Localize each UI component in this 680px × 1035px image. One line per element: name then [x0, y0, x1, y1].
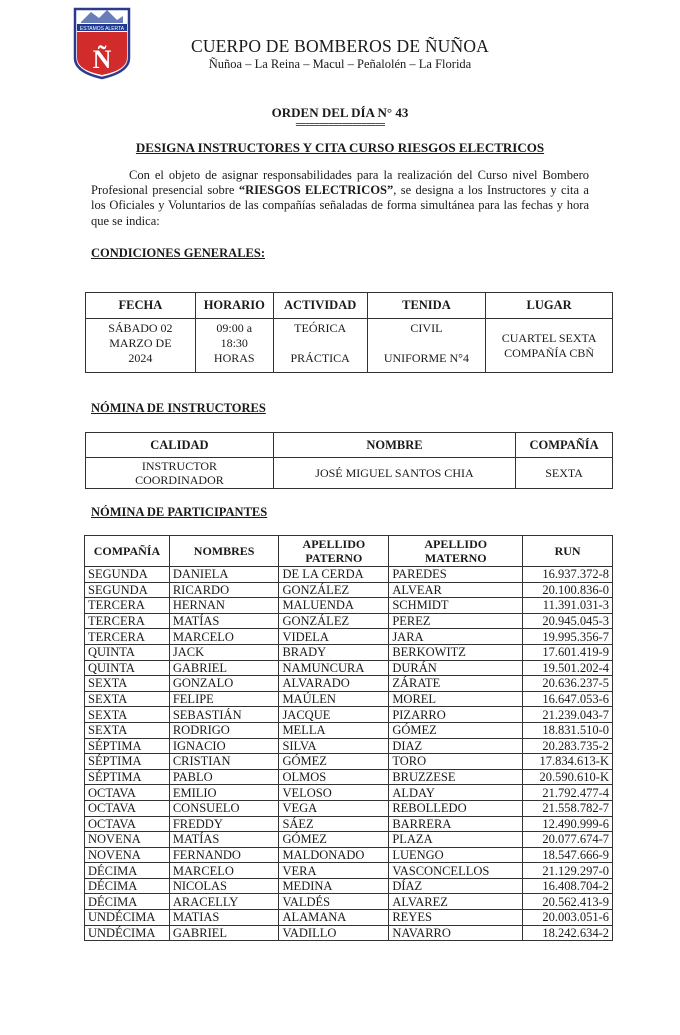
participant-row: [85, 894, 613, 910]
participant-run: 21.558.782-7: [523, 800, 613, 816]
order-title: ORDEN DEL DÍA N° 43: [271, 105, 409, 120]
header-lugar: LUGAR: [486, 293, 613, 319]
participant-nombres: JACK: [169, 644, 279, 660]
participant-apellido-paterno: VERA: [279, 863, 389, 879]
participant-run: 19.995.356-7: [523, 629, 613, 645]
participant-compania: SEGUNDA: [85, 582, 170, 598]
header-compania: COMPAÑÍA: [85, 536, 170, 567]
participant-nombres: CONSUELO: [169, 800, 279, 816]
tenida-civil: CIVIL: [410, 321, 443, 335]
participant-row: [85, 754, 613, 770]
participant-apellido-materno: MOREL: [389, 691, 523, 707]
lugar-cell: CUARTEL SEXTA COMPAÑÍA CBÑ: [486, 319, 613, 373]
participant-apellido-materno: LUENGO: [389, 847, 523, 863]
participant-apellido-materno: NAVARRO: [389, 925, 523, 941]
participant-run: 18.547.666-9: [523, 847, 613, 863]
participant-row: [85, 910, 613, 926]
participant-row: [85, 722, 613, 738]
participant-run: 20.003.051-6: [523, 910, 613, 926]
participant-run: 21.239.043-7: [523, 707, 613, 723]
participant-nombres: FELIPE: [169, 691, 279, 707]
instructor-nombre: JOSÉ MIGUEL SANTOS CHIA: [273, 458, 515, 489]
participant-row: [85, 582, 613, 598]
participant-run: 16.937.372-8: [523, 567, 613, 583]
instructor-row: [86, 458, 613, 489]
participant-row: [85, 707, 613, 723]
participant-compania: DÉCIMA: [85, 894, 170, 910]
intro-text-end: , se designa a los Instructores y cita a los Oficiales y Voluntarios de las compañías señaladas de forma simultánea para las fechas y hora que se indica:: [91, 183, 589, 228]
participant-nombres: MATÍAS: [169, 613, 279, 629]
participants-title: NÓMINA DE PARTICIPANTES: [91, 505, 268, 519]
participant-nombres: EMILIO: [169, 785, 279, 801]
intro-text-start: Con el objeto de asignar responsabilidades para la realización del Curso nivel Bombero Profesional presencial sobre: [91, 168, 589, 198]
participant-apellido-materno: ALDAY: [389, 785, 523, 801]
participant-apellido-materno: PAREDES: [389, 567, 523, 583]
participant-compania: TERCERA: [85, 629, 170, 645]
participant-apellido-materno: ALVEAR: [389, 582, 523, 598]
logo-banner-text: ESTAMOS ALERTA: [79, 26, 125, 32]
participant-run: 11.391.031-3: [523, 598, 613, 614]
actividad-practica: PRÁCTICA: [290, 351, 350, 365]
participant-nombres: RICARDO: [169, 582, 279, 598]
participant-apellido-paterno: GONZÁLEZ: [279, 582, 389, 598]
participant-apellido-materno: JARA: [389, 629, 523, 645]
participant-apellido-paterno: MELLA: [279, 722, 389, 738]
participant-compania: OCTAVA: [85, 800, 170, 816]
fire-department-logo: [71, 6, 133, 80]
participant-compania: TERCERA: [85, 613, 170, 629]
participant-row: [85, 676, 613, 692]
participant-nombres: RODRIGO: [169, 722, 279, 738]
participant-apellido-paterno: BRADY: [279, 644, 389, 660]
instructor-compania: SEXTA: [516, 458, 613, 489]
header-nombre: NOMBRE: [273, 433, 515, 458]
participant-apellido-paterno: DE LA CERDA: [279, 567, 389, 583]
conditions-header-row: [86, 293, 613, 319]
participant-apellido-materno: PEREZ: [389, 613, 523, 629]
participant-run: 20.945.045-3: [523, 613, 613, 629]
participant-apellido-materno: VASCONCELLOS: [389, 863, 523, 879]
participant-row: [85, 660, 613, 676]
participant-apellido-materno: BERKOWITZ: [389, 644, 523, 660]
participant-row: [85, 613, 613, 629]
participant-compania: OCTAVA: [85, 816, 170, 832]
participant-apellido-paterno: NAMUNCURA: [279, 660, 389, 676]
participants-body: [85, 567, 613, 941]
participant-compania: QUINTA: [85, 660, 170, 676]
participant-run: 20.636.237-5: [523, 676, 613, 692]
participant-apellido-paterno: VADILLO: [279, 925, 389, 941]
participant-apellido-materno: ZÁRATE: [389, 676, 523, 692]
participant-run: 20.283.735-2: [523, 738, 613, 754]
header-calidad: CALIDAD: [86, 433, 274, 458]
header-apellido-materno: APELLIDO MATERNO: [389, 536, 523, 567]
participant-compania: SEXTA: [85, 722, 170, 738]
participant-run: 19.501.202-4: [523, 660, 613, 676]
participant-apellido-materno: REBOLLEDO: [389, 800, 523, 816]
participant-compania: SÉPTIMA: [85, 754, 170, 770]
participant-nombres: HERNAN: [169, 598, 279, 614]
participant-apellido-paterno: ALAMANA: [279, 910, 389, 926]
participant-compania: SEXTA: [85, 707, 170, 723]
participant-apellido-paterno: GÓMEZ: [279, 832, 389, 848]
tenida-cell: [367, 319, 486, 373]
participant-nombres: DANIELA: [169, 567, 279, 583]
participant-nombres: GABRIEL: [169, 925, 279, 941]
participant-compania: NOVENA: [85, 832, 170, 848]
actividad-cell: [273, 319, 367, 373]
header-actividad: ACTIVIDAD: [273, 293, 367, 319]
participant-row: [85, 925, 613, 941]
title-underline-rule: ===================: [295, 120, 385, 131]
participant-nombres: MARCELO: [169, 863, 279, 879]
participant-apellido-paterno: VEGA: [279, 800, 389, 816]
intro-paragraph: [91, 168, 589, 229]
participant-compania: DÉCIMA: [85, 878, 170, 894]
participant-compania: NOVENA: [85, 847, 170, 863]
participant-run: 21.792.477-4: [523, 785, 613, 801]
header-nombres: NOMBRES: [169, 536, 279, 567]
header-horario: HORARIO: [195, 293, 273, 319]
conditions-table: [85, 292, 613, 373]
instructors-table: [85, 432, 613, 489]
participant-run: 20.077.674-7: [523, 832, 613, 848]
intro-course-name: “RIESGOS ELECTRICOS”: [238, 183, 394, 198]
participant-run: 17.834.613-K: [523, 754, 613, 770]
participant-apellido-materno: REYES: [389, 910, 523, 926]
instructors-header-row: [86, 433, 613, 458]
participant-nombres: FERNANDO: [169, 847, 279, 863]
participant-apellido-materno: PLAZA: [389, 832, 523, 848]
participant-apellido-paterno: VELOSO: [279, 785, 389, 801]
participant-row: [85, 800, 613, 816]
participant-row: [85, 644, 613, 660]
participant-run: 18.242.634-2: [523, 925, 613, 941]
participant-row: [85, 785, 613, 801]
header-fecha: FECHA: [86, 293, 196, 319]
order-subject: DESIGNA INSTRUCTORES Y CITA CURSO RIESGOS ELECTRICOS: [135, 140, 545, 155]
participant-run: 16.408.704-2: [523, 878, 613, 894]
participant-nombres: MATÍAS: [169, 832, 279, 848]
participant-nombres: CRISTIAN: [169, 754, 279, 770]
participant-apellido-materno: GÓMEZ: [389, 722, 523, 738]
participant-compania: SEXTA: [85, 691, 170, 707]
participant-nombres: IGNACIO: [169, 738, 279, 754]
participant-compania: SÉPTIMA: [85, 738, 170, 754]
header-tenida: TENIDA: [367, 293, 486, 319]
participant-row: [85, 598, 613, 614]
participant-row: [85, 878, 613, 894]
participant-nombres: GONZALO: [169, 676, 279, 692]
participant-run: 18.831.510-0: [523, 722, 613, 738]
participant-row: [85, 629, 613, 645]
participant-apellido-paterno: OLMOS: [279, 769, 389, 785]
header-apellido-paterno: APELLIDO PATERNO: [279, 536, 389, 567]
participant-apellido-paterno: JACQUE: [279, 707, 389, 723]
logo-letter: Ñ: [92, 45, 112, 74]
participant-apellido-paterno: MEDINA: [279, 878, 389, 894]
instructor-calidad: INSTRUCTOR COORDINADOR: [86, 458, 274, 489]
participant-row: [85, 691, 613, 707]
participant-compania: UNDÉCIMA: [85, 925, 170, 941]
participant-row: [85, 816, 613, 832]
participant-nombres: GABRIEL: [169, 660, 279, 676]
participant-apellido-paterno: GONZÁLEZ: [279, 613, 389, 629]
participant-nombres: ARACELLY: [169, 894, 279, 910]
participant-nombres: FREDDY: [169, 816, 279, 832]
organization-name: CUERPO DE BOMBEROS DE ÑUÑOA: [190, 36, 490, 56]
participant-run: 20.590.610-K: [523, 769, 613, 785]
participant-apellido-paterno: VALDÉS: [279, 894, 389, 910]
fecha-cell: SÁBADO 02 MARZO DE 2024: [86, 319, 196, 373]
conditions-row: [86, 319, 613, 373]
participant-apellido-materno: BARRERA: [389, 816, 523, 832]
participant-nombres: NICOLAS: [169, 878, 279, 894]
participant-apellido-materno: TORO: [389, 754, 523, 770]
header-compania: COMPAÑÍA: [516, 433, 613, 458]
horario-cell: 09:00 a 18:30 HORAS: [195, 319, 273, 373]
participants-header-row: [85, 536, 613, 567]
participant-apellido-materno: ALVAREZ: [389, 894, 523, 910]
participant-nombres: SEBASTIÁN: [169, 707, 279, 723]
participants-table: [84, 535, 613, 941]
participant-apellido-paterno: SILVA: [279, 738, 389, 754]
participant-run: 12.490.999-6: [523, 816, 613, 832]
instructors-title: NÓMINA DE INSTRUCTORES: [91, 401, 266, 415]
actividad-teorica: TEÓRICA: [294, 321, 347, 335]
participant-compania: QUINTA: [85, 644, 170, 660]
participant-compania: DÉCIMA: [85, 863, 170, 879]
participant-compania: OCTAVA: [85, 785, 170, 801]
participant-apellido-materno: DURÁN: [389, 660, 523, 676]
participant-compania: TERCERA: [85, 598, 170, 614]
participant-apellido-paterno: MAÚLEN: [279, 691, 389, 707]
participant-compania: UNDÉCIMA: [85, 910, 170, 926]
participant-apellido-paterno: SÁEZ: [279, 816, 389, 832]
participant-nombres: MATIAS: [169, 910, 279, 926]
tenida-uniforme: UNIFORME N°4: [383, 351, 469, 365]
participant-row: [85, 567, 613, 583]
participant-nombres: MARCELO: [169, 629, 279, 645]
header-run: RUN: [523, 536, 613, 567]
participant-apellido-paterno: VIDELA: [279, 629, 389, 645]
participant-apellido-materno: DÍAZ: [389, 878, 523, 894]
participant-compania: SÉPTIMA: [85, 769, 170, 785]
participant-row: [85, 769, 613, 785]
conditions-title: CONDICIONES GENERALES:: [91, 246, 265, 260]
participant-run: 20.100.836-0: [523, 582, 613, 598]
participant-apellido-paterno: GÓMEZ: [279, 754, 389, 770]
participant-apellido-paterno: ALVARADO: [279, 676, 389, 692]
participant-apellido-paterno: MALUENDA: [279, 598, 389, 614]
participant-apellido-materno: DIAZ: [389, 738, 523, 754]
participant-row: [85, 832, 613, 848]
participant-run: 20.562.413-9: [523, 894, 613, 910]
participant-apellido-materno: PIZARRO: [389, 707, 523, 723]
participant-compania: SEGUNDA: [85, 567, 170, 583]
participant-run: 21.129.297-0: [523, 863, 613, 879]
participant-apellido-paterno: MALDONADO: [279, 847, 389, 863]
participant-apellido-materno: BRUZZESE: [389, 769, 523, 785]
participant-nombres: PABLO: [169, 769, 279, 785]
participant-compania: SEXTA: [85, 676, 170, 692]
participant-row: [85, 847, 613, 863]
participant-run: 17.601.419-9: [523, 644, 613, 660]
communes-subtitle: Ñuñoa – La Reina – Macul – Peñalolén – La Florida: [208, 57, 472, 71]
participant-run: 16.647.053-6: [523, 691, 613, 707]
participant-apellido-materno: SCHMIDT: [389, 598, 523, 614]
participant-row: [85, 863, 613, 879]
participant-row: [85, 738, 613, 754]
